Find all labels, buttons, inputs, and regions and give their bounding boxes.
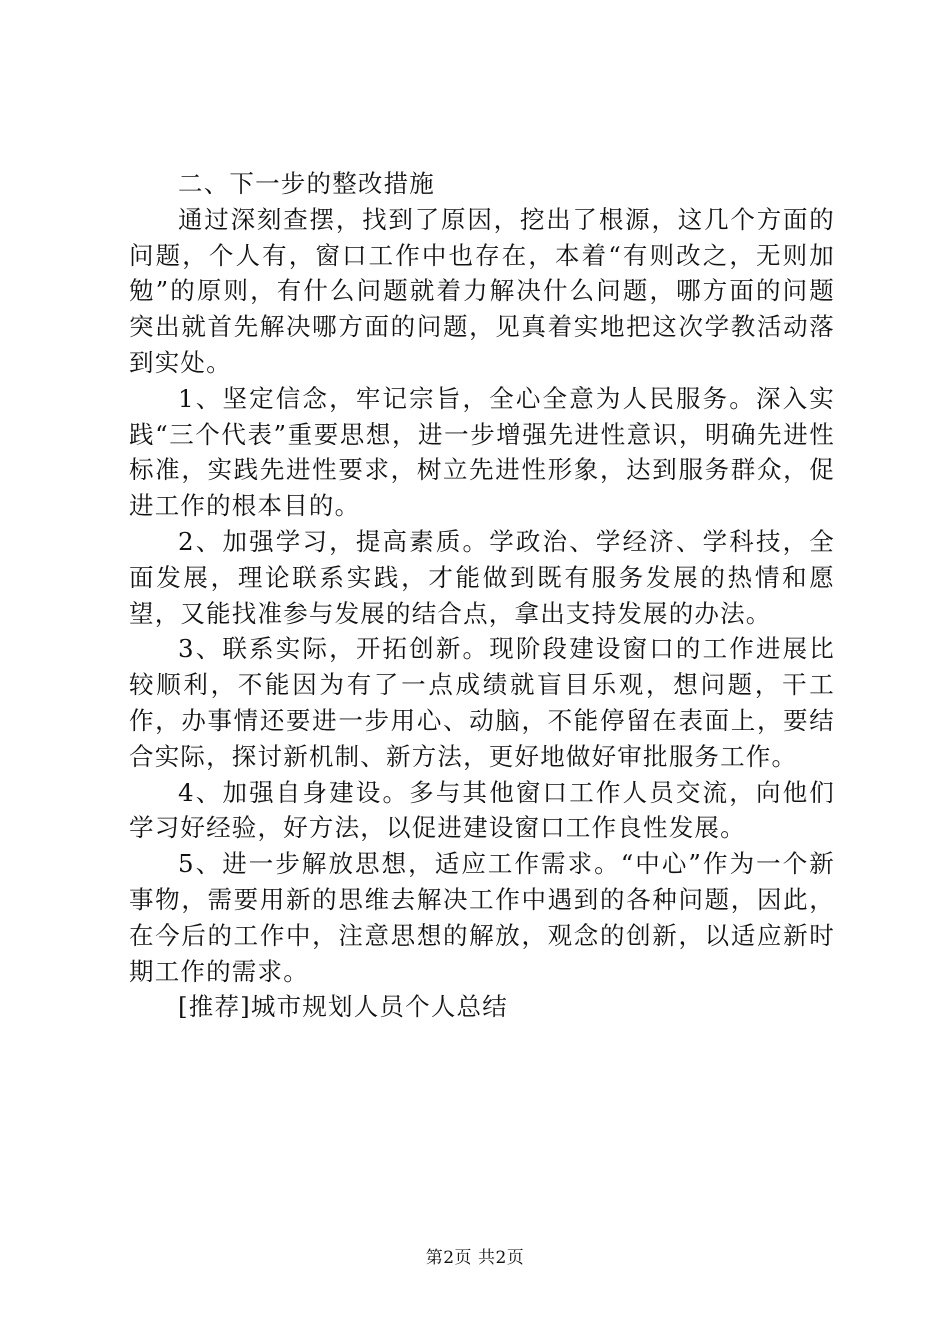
page-number-footer: 第2页 共2页 <box>425 1248 525 1268</box>
recommended-link[interactable]: [推荐]城市规划人员个人总结 <box>178 992 508 1022</box>
paragraph-measure-2: 2、加强学习，提高素质。学政治、学经济、学科技，全面发展，理论联系实践，才能做到既有服务发展的热情和愿望，又能找准参与发展的结合点，拿出支持发展的办法。 <box>129 526 835 628</box>
section-heading: 二、下一步的整改措施 <box>178 169 435 198</box>
document-body <box>129 166 835 1025</box>
paragraph-measure-5: 5、进一步解放思想，适应工作需求。“中心”作为一个新事物，需要用新的思维去解决工作中遇到的各种问题，因此，在今后的工作中，注意思想的解放，观念的创新，以适应新时期工作的需求。 <box>129 849 835 986</box>
paragraph-measure-3: 3、联系实际，开拓创新。现阶段建设窗口的工作进展比较顺利，不能因为有了一点成绩就盲目乐观，想问题，干工作，办事情还要进一步用心、动脑，不能停留在表面上，要结合实际，探讨新机制、新方法，更好地做好审批服务工作。 <box>129 634 835 771</box>
paragraph-measure-4: 4、加强自身建设。多与其他窗口工作人员交流，向他们学习好经验，好方法，以促进建设窗口工作良性发展。 <box>129 777 835 843</box>
paragraph-intro: 通过深刻查摆，找到了原因，挖出了根源，这几个方面的问题，个人有，窗口工作中也存在，本着“有则改之，无则加勉”的原则，有什么问题就着力解决什么问题，哪方面的问题突出就首先解决哪方面的问题，见真着实地把这次学教活动落到实处。 <box>129 204 835 377</box>
paragraph-measure-1: 1、坚定信念，牢记宗旨，全心全意为人民服务。深入实践“三个代表”重要思想，进一步增强先进性意识，明确先进性标准，实践先进性要求，树立先进性形象，达到服务群众，促进工作的根本目的。 <box>129 383 835 521</box>
